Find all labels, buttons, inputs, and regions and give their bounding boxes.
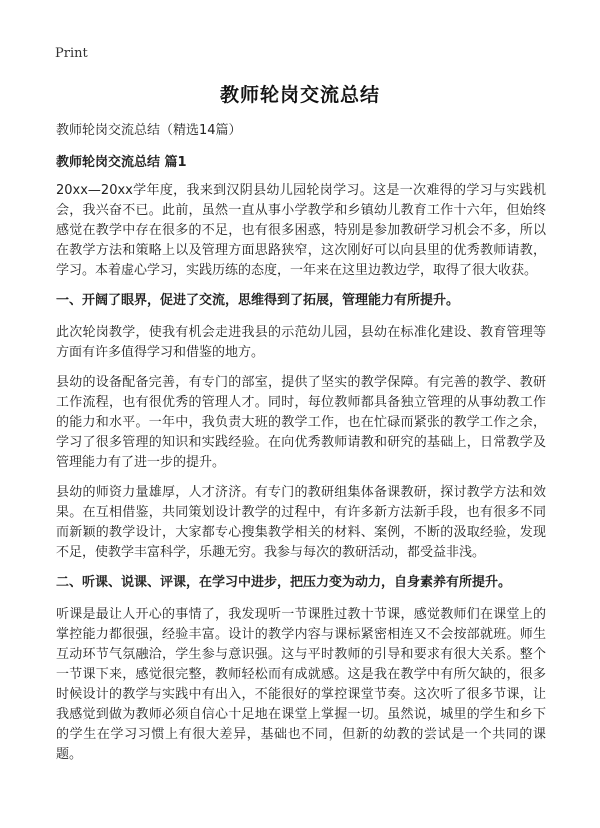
print-link[interactable]: Print bbox=[55, 46, 88, 61]
paragraph: 听课是最让人开心的事情了，我发现听一节课胜过教十节课，感觉教师们在课堂上的掌控能力都很强，经验丰富。设计的教学内容与课标紧密相连又不会按部就班。师生互动环节气氛融洽，学生参与意识强。这与平时教师的引导和要求有很大关系。整个一节课下来，感觉很完整，教师轻松而有成就感。这是我在教学中有所欠缺的，很多时候设计的教学与实践中有出入，不能很好的掌控课堂节奏。这次听了很多节课，让我感觉到做为教师必须自信心十足地在课堂上掌握一切。虽然说，城里的学生和乡下的学生在学习习惯上有很大差异，基础也不同，但新的幼教的尝试是一个共同的课题。 bbox=[56, 607, 546, 762]
paragraph: 县幼的设备配备完善，有专门的部室，提供了坚实的教学保障。有完善的教学、教研工作流程，也有很优秀的管理人才。同时，每位教师都具备独立管理的从事幼教工作的能力和水平。一年中，我负责大班的教学工作，也在忙碌而紧张的教学工作之余，学习了很多管理的知识和实践经验。在向优秀教师请教和研究的基础上，日常教学及管理能力有了进一步的提升。 bbox=[56, 375, 546, 470]
document-title: 教师轮岗交流总结 bbox=[219, 84, 380, 106]
paragraph-intro: 20xx—20xx学年度，我来到汉阴县幼儿园轮岗学习。这是一次难得的学习与实践机会，我兴奋不已。此前，虽然一直从事小学教学和乡镇幼儿教育工作十六年，但始终感觉在教学中存在很多的不足，也有很多困惑，特别是参加教研学习机会不多，所以在教学方法和策略上以及管理方面思路狭窄，这次刚好可以向县里的优秀教师请教，学习。本着虚心学习，实践历练的态度，一年来在这里边教边学，取得了很大收获。 bbox=[56, 183, 546, 278]
document-subtitle: 教师轮岗交流总结（精选14篇） bbox=[56, 123, 242, 138]
paragraph: 此次轮岗教学，使我有机会走进我县的示范幼儿园，县幼在标准化建设、教育管理等方面有许多值得学习和借鉴的地方。 bbox=[56, 325, 546, 360]
paragraph: 县幼的师资力量雄厚，人才济济。有专门的教研组集体备课教研，探讨教学方法和效果。在互相借鉴，共同策划设计教学的过程中，有许多新方法新手段，也有很多不同而新颖的教学设计，大家都专心搜集教学相关的材料、案例，不断的汲取经验，发现不足，使教学丰富科学，乐趣无穷。我参与每次的教研活动，都受益非浅。 bbox=[56, 485, 546, 560]
article-title: 教师轮岗交流总结 篇1 bbox=[56, 155, 187, 170]
section-heading-1: 一、开阔了眼界，促进了交流，思维得到了拓展，管理能力有所提升。 bbox=[56, 293, 460, 308]
document-body bbox=[56, 121, 546, 775]
section-heading-2: 二、听课、说课、评课，在学习中进步，把压力变为动力，自身素养有所提升。 bbox=[56, 575, 512, 590]
